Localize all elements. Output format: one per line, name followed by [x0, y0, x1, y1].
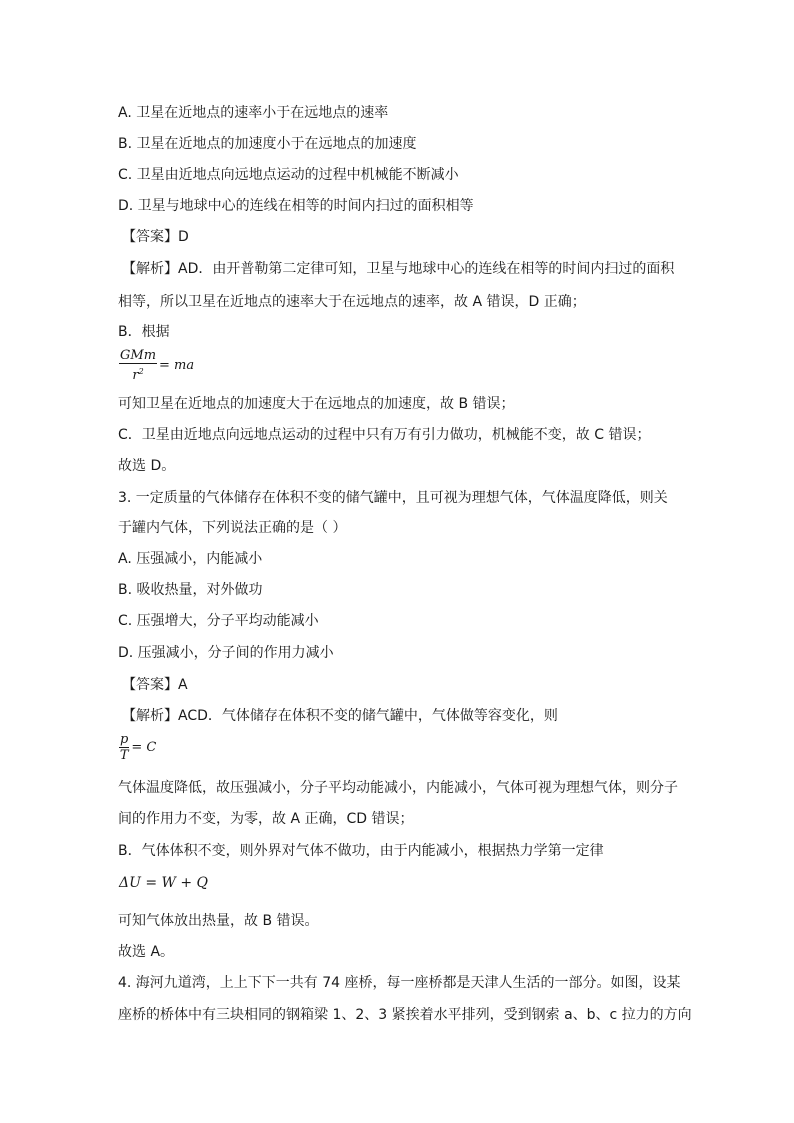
q2-option-d: D. 卫星与地球中心的连线在相等的时间内扫过的面积相等	[118, 198, 474, 214]
q2-explanation-line-3: B．根据	[118, 324, 170, 340]
q2-formula-gravity	[119, 348, 194, 383]
q2-option-c: C. 卫星由近地点向远地点运动的过程中机械能不断减小	[118, 167, 459, 183]
q2-explanation-line-6: 故选 D。	[118, 458, 176, 474]
q4-stem-line-1: 4. 海河九道湾，上上下下一共有 74 座桥，每一座桥都是天津人生活的一部分。如图，设某	[118, 975, 681, 991]
q3-option-a: A. 压强减小，内能减小	[118, 551, 263, 567]
q3-formula-first-law: ΔU = W + Q	[119, 875, 209, 891]
q3-formula-fraction	[119, 732, 129, 763]
q2-explanation-line-2: 相等，所以卫星在近地点的速率大于在远地点的速率，故 A 错误，D 正确；	[118, 294, 586, 310]
q4-stem-line-2: 座桥的桥体中有三块相同的钢箱梁 1、2、3 紧挨着水平排列，受到钢索 a、b、c 拉力的方向	[118, 1007, 692, 1023]
q2-formula-exponent: 2	[138, 367, 144, 376]
q3-option-d: D. 压强减小，分子间的作用力减小	[118, 645, 334, 661]
q3-formula-rhs: = C	[131, 740, 157, 755]
q3-explanation-line-1: 【解析】ACD．气体储存在体积不变的储气罐中，气体做等容变化，则	[122, 708, 558, 724]
q3-explanation-line-2: 气体温度降低，故压强减小，分子平均动能减小，内能减小，气体可视为理想气体，则分子	[118, 780, 678, 796]
q3-explanation-line-4: B．气体体积不变，则外界对气体不做功，由于内能减小，根据热力学第一定律	[118, 843, 604, 859]
q3-answer: 【答案】A	[122, 677, 188, 693]
q3-formula-denominator: T	[119, 748, 129, 763]
q2-explanation-line-4: 可知卫星在近地点的加速度大于在远地点的加速度，故 B 错误；	[118, 396, 515, 412]
q3-explanation-line-5: 可知气体放出热量，故 B 错误。	[118, 913, 319, 929]
q2-formula-fraction	[119, 348, 157, 383]
q3-formula-numerator: p	[120, 732, 129, 747]
q3-stem-line-2: 于罐内气体，下列说法正确的是（ ）	[118, 520, 347, 536]
q3-option-c: C. 压强增大，分子平均动能减小	[118, 613, 319, 629]
q2-answer: 【答案】D	[122, 229, 189, 245]
q3-option-b: B. 吸收热量，对外做功	[118, 582, 263, 598]
q3-stem-line-1: 3. 一定质量的气体储存在体积不变的储气罐中，且可视为理想气体，气体温度降低，则关	[118, 490, 668, 506]
q2-formula-numerator: GMm	[120, 348, 157, 363]
q2-option-a: A. 卫星在近地点的速率小于在远地点的速率	[118, 105, 389, 121]
q2-explanation-line-1: 【解析】AD．由开普勒第二定律可知，卫星与地球中心的连线在相等的时间内扫过的面积	[122, 261, 675, 277]
q3-formula-gas-law	[119, 732, 156, 763]
q3-explanation-line-6: 故选 A。	[118, 944, 175, 960]
q2-formula-denominator: r	[132, 368, 139, 383]
q2-formula-rhs: = ma	[159, 358, 195, 373]
q3-explanation-line-3: 间的作用力不变，为零，故 A 正确，CD 错误；	[118, 811, 414, 827]
q2-explanation-line-5: C．卫星由近地点向远地点运动的过程中只有万有引力做功，机械能不变，故 C 错误；	[118, 427, 651, 443]
q2-option-b: B. 卫星在近地点的加速度小于在远地点的加速度	[118, 136, 417, 152]
